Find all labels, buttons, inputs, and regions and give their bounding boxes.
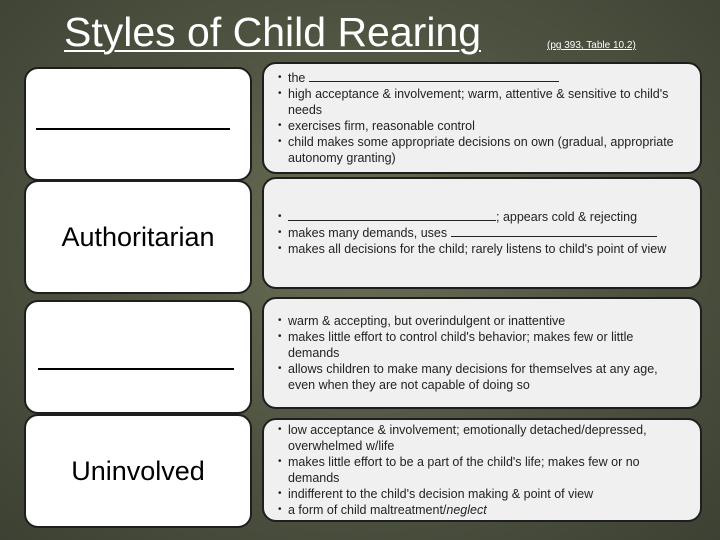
style-label-box-4 (24, 414, 252, 528)
bullet-item: • makes many demands, uses (278, 225, 688, 241)
description-box-3 (262, 297, 702, 409)
bullet-item: • allows children to make many decisions for themselves at any age, even when they are not capable of doing so (278, 361, 688, 393)
page-title: Styles of Child Rearing (64, 9, 482, 55)
bullet-item: • ; appears cold & rejecting (278, 209, 688, 225)
bullet-item: • child makes some appropriate decisions on own (gradual, appropriate autonomy granting) (278, 134, 688, 166)
style-label: Authoritarian (61, 221, 215, 252)
bullet-item: • warm & accepting, but overindulgent or inattentive (278, 313, 688, 329)
style-label-box-1 (24, 67, 252, 181)
bullet-item: • high acceptance & involvement; warm, attentive & sensitive to child's needs (278, 86, 688, 118)
bullet-item: • low acceptance & involvement; emotionally detached/depressed, overwhelmed w/life (278, 422, 688, 454)
fill-in-blank (288, 210, 496, 221)
description-box-1 (262, 62, 702, 174)
bullet-item: • indifferent to the child's decision making & point of view (278, 486, 688, 502)
label-blank-line-3 (38, 368, 234, 370)
fill-in-blank (451, 226, 657, 237)
bullet-item: • exercises firm, reasonable control (278, 118, 688, 134)
description-box-2 (262, 177, 702, 289)
bullet-item: • makes little effort to be a part of the child's life; makes few or no demands (278, 454, 688, 486)
label-blank-line-1 (36, 128, 230, 130)
bullet-item: • a form of child maltreatment/neglect (278, 502, 688, 518)
description-box-4 (262, 418, 702, 522)
style-label-box-2 (24, 180, 252, 294)
bullet-item: • makes all decisions for the child; rarely listens to child's point of view (278, 241, 688, 257)
style-label: Uninvolved (71, 455, 205, 486)
fill-in-blank (309, 71, 559, 82)
bullet-item: • the (278, 70, 688, 86)
citation: (pg 393, Table 10.2) (547, 40, 636, 51)
style-label-box-3 (24, 300, 252, 414)
bullet-item: • makes little effort to control child's behavior; makes few or little demands (278, 329, 688, 361)
